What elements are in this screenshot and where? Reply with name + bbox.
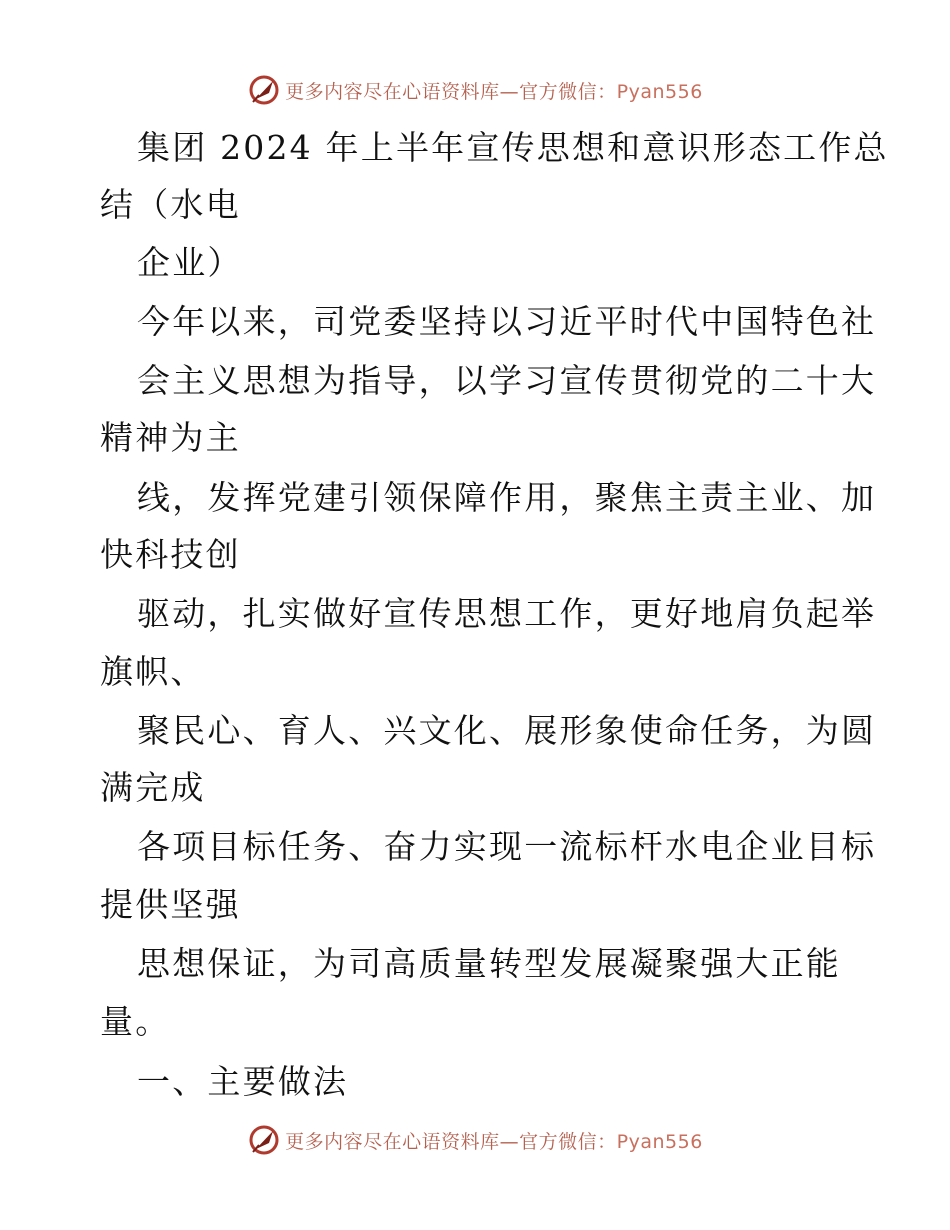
- paragraph-line: 快科技创: [100, 535, 241, 574]
- quill-pen-logo-icon: [247, 1123, 281, 1157]
- paragraph-line: 精神为主: [100, 418, 241, 457]
- paragraph-line: 会主义思想为指导，以学习宣传贯彻党的二十大: [137, 361, 877, 400]
- paragraph-line: 线，发挥党建引领保障作用，聚焦主责主业、加: [137, 478, 877, 517]
- title-line-3: 企业）: [137, 243, 243, 282]
- section-heading: 一、主要做法: [137, 1062, 349, 1101]
- watermark-banner-top: [0, 70, 950, 110]
- paragraph-line: 量。: [100, 1002, 171, 1041]
- watermark-banner-bottom: [0, 1120, 950, 1160]
- title-line-1: 集团 2024 年上半年宣传思想和意识形态工作总: [137, 128, 889, 167]
- paragraph-line: 今年以来，司党委坚持以习近平时代中国特色社: [137, 302, 877, 341]
- watermark-text: 更多内容尽在心语资料库—官方微信：: [285, 80, 617, 103]
- paragraph-line: 思想保证，为司高质量转型发展凝聚强大正能: [137, 944, 841, 983]
- paragraph-line: 旗帜、: [100, 652, 206, 691]
- watermark-text: 更多内容尽在心语资料库—官方微信：: [285, 1130, 617, 1153]
- title-line-2: 结（水电: [100, 185, 241, 224]
- paragraph-line: 满完成: [100, 768, 206, 807]
- watermark-wechat-id: Pyan556: [616, 80, 703, 103]
- paragraph-line: 各项目标任务、奋力实现一流标杆水电企业目标: [137, 827, 877, 866]
- watermark-wechat-id: Pyan556: [616, 1130, 703, 1153]
- paragraph-line: 驱动，扎实做好宣传思想工作，更好地肩负起举: [137, 594, 877, 633]
- quill-pen-logo-icon: [247, 73, 281, 107]
- paragraph-line: 聚民心、育人、兴文化、展形象使命任务，为圆: [137, 711, 877, 750]
- paragraph-line: 提供坚强: [100, 885, 241, 924]
